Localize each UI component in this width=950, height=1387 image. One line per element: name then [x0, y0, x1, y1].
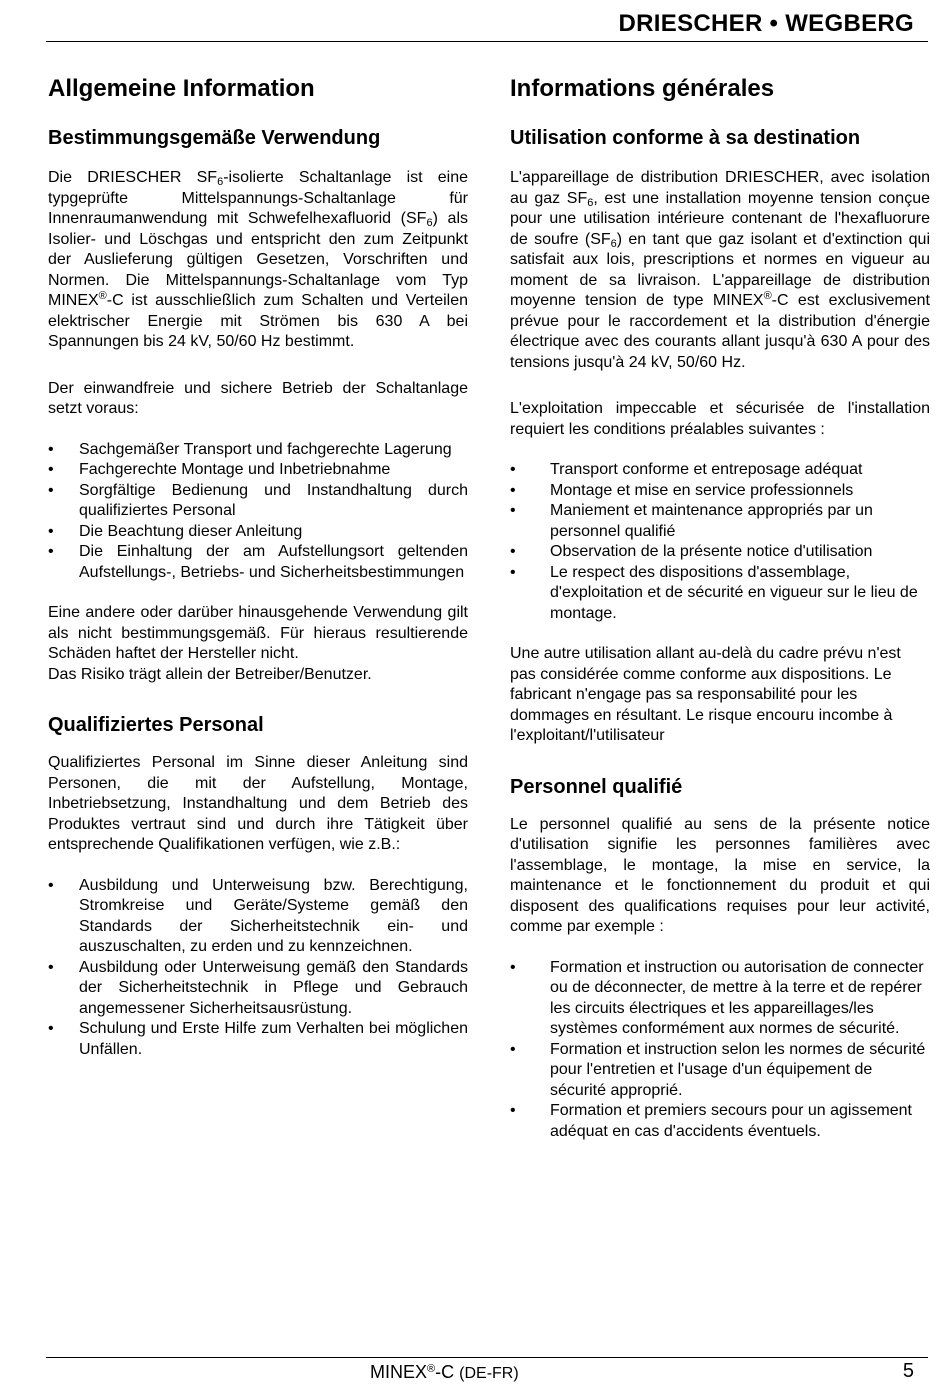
french-intended-use-paragraph: L'appareillage de distribution DRIESCHER, avec isolation au gaz $SF_6$, est une installation moyenne tension conçue pour une utilisation intérieure contenant de l'hexafluorure de soufre $(SF_6)$ en tant que gaz isolant et d'extinction qui satisfait aux lois, prescriptions et normes en vigueur au moment de sa livraison. L'appareillage de distribution moyenne tension de type MINEX®-C est exclusivement prévue pour le raccordement et la distribution d'énergie électrique avec des courants allant jusqu'à 630 A pour des tensions jusqu'à 24 kV, 50/60 Hz. — [510, 169, 931, 371]
french-title: Informations générales — [510, 75, 775, 102]
german-requirements-list — [48, 440, 468, 584]
brand-header: DRIESCHER • WEGBERG — [618, 10, 914, 37]
german-intended-use-heading: Bestimmungsgemäße Verwendung — [48, 127, 381, 149]
list-item: • Transport conforme et entreposage adéquat — [510, 461, 863, 478]
german-risk-statement: Das Risiko trägt allein der Betreiber/Benutzer. — [48, 665, 372, 683]
german-column — [48, 72, 468, 1060]
german-title: Allgemeine Information — [48, 75, 315, 102]
german-misuse-paragraph: Eine andere oder darüber hinausgehende Verwendung gilt als nicht bestimmungsgemäß. Für hieraus resultierende Schäden haftet der Hersteller nicht. — [48, 604, 468, 662]
list-item: • Sorgfältige Bedienung und Instandhaltung durch qualifiziertes Personal — [48, 481, 468, 519]
list-item: • Montage et mise en service professionnels — [510, 481, 854, 499]
german-intended-use-paragraph: Die DRIESCHER $SF_6$-isolierte Schaltanlage ist eine typgeprüfte Mittelspannungs-Schaltanlage für Innenraumanwendung mit Schwefelhexafluorid $(SF_6)$ als Isolier- und Löschgas und entspricht den zum Zeitpunkt der Auslieferung gültigen Gesetzen, Vorschriften und Normen. Die Mittelspannungs-Schaltanlage vom Typ MINEX®-C ist ausschließlich zum Schalten und Verteilen elektrischer Energie mit Strömen bis 630 A bei Spannungen bis 24 kV, 50/60 Hz bestimmt. — [48, 169, 469, 350]
german-qualified-personnel-heading: Qualifiziertes Personal — [48, 714, 264, 736]
list-item: • Die Beachtung dieser Anleitung — [48, 522, 303, 540]
french-requirements-intro: L'exploitation impeccable et sécurisée de l'installation requiert les conditions préalables suivantes : — [510, 400, 930, 438]
page-number: 5 — [902, 1360, 914, 1382]
footer-document-label: MINEX®-C (DE-FR) — [370, 1362, 519, 1382]
german-requirements-intro: Der einwandfreie und sichere Betrieb der Schaltanlage setzt voraus: — [48, 379, 468, 417]
french-qualifications-list — [510, 958, 930, 1143]
german-qualifications-list — [48, 876, 468, 1061]
list-item: • Maniement et maintenance appropriés par un personnel qualifié — [510, 502, 873, 540]
list-item: • Formation et instruction ou autorisation de connecter ou de déconnecter, de mettre à la terre et de repérer les circuits électriques et les appareillages/les systèmes conformément aux normes de sécurité. — [510, 958, 924, 1037]
french-personnel-paragraph: Le personnel qualifié au sens de la présente notice d'utilisation signifie les personnes familières avec l'assemblage, le montage, la mise en service, la maintenance et le fonctionnement du produit et qui disposent des qualifications requises pour leur activité, comme par exemple : — [510, 815, 930, 935]
footer-divider — [46, 1357, 928, 1358]
list-item: • Observation de la présente notice d'utilisation — [510, 543, 873, 560]
french-column — [510, 72, 930, 1142]
list-item: • Ausbildung und Unterweisung bzw. Berechtigung, Stromkreise und Geräte/Systeme gemäß den Standards der Sicherheitstechnik ein- und auszuschalten, zu erden und zu kennzeichnen. — [48, 876, 468, 955]
list-item: • Fachgerechte Montage und Inbetriebnahme — [48, 461, 391, 478]
list-item: • Die Einhaltung der am Aufstellungsort geltenden Aufstellungs-, Betriebs- und Sicherheitsbestimmungen — [48, 543, 468, 581]
list-item: • Sachgemäßer Transport und fachgerechte Lagerung — [48, 440, 452, 458]
header-divider — [46, 41, 928, 42]
french-misuse-paragraph: Une autre utilisation allant au-delà du cadre prévu n'est pas considérée comme conforme aux dispositions. Le fabricant n'engage pas sa responsabilité pour les dommages en résultant. Le risque encouru incombe à l'exploitant/l'utilisateur — [510, 645, 901, 744]
list-item: • Formation et premiers secours pour un agissement adéquat en cas d'accidents éventuels. — [510, 1102, 912, 1140]
french-requirements-list — [510, 460, 930, 624]
german-personnel-paragraph: Qualifiziertes Personal im Sinne dieser Anleitung sind Personen, die mit der Aufstellung, Montage, Inbetriebsetzung, Instandhaltung und dem Betrieb des Produktes vertraut sind und durch ihre Tätigkeit über entsprechende Qualifikationen verfügen, wie z.B.: — [48, 754, 468, 853]
list-item: • Formation et instruction selon les normes de sécurité pour l'entretien et l'usage d'un équipement de sécurité approprié. — [510, 1040, 926, 1099]
french-intended-use-heading: Utilisation conforme à sa destination — [510, 127, 861, 149]
french-qualified-personnel-heading: Personnel qualifié — [510, 775, 683, 798]
list-item: • Ausbildung oder Unterweisung gemäß den Standards der Sicherheitstechnik in Pflege und Gebrauch angemessener Sicherheitsausrüstung. — [48, 958, 468, 1017]
list-item: • Le respect des dispositions d'assemblage, d'exploitation et de sécurité en vigueur sur le lieu de montage. — [510, 563, 918, 622]
list-item: • Schulung und Erste Hilfe zum Verhalten bei möglichen Unfällen. — [48, 1020, 468, 1058]
